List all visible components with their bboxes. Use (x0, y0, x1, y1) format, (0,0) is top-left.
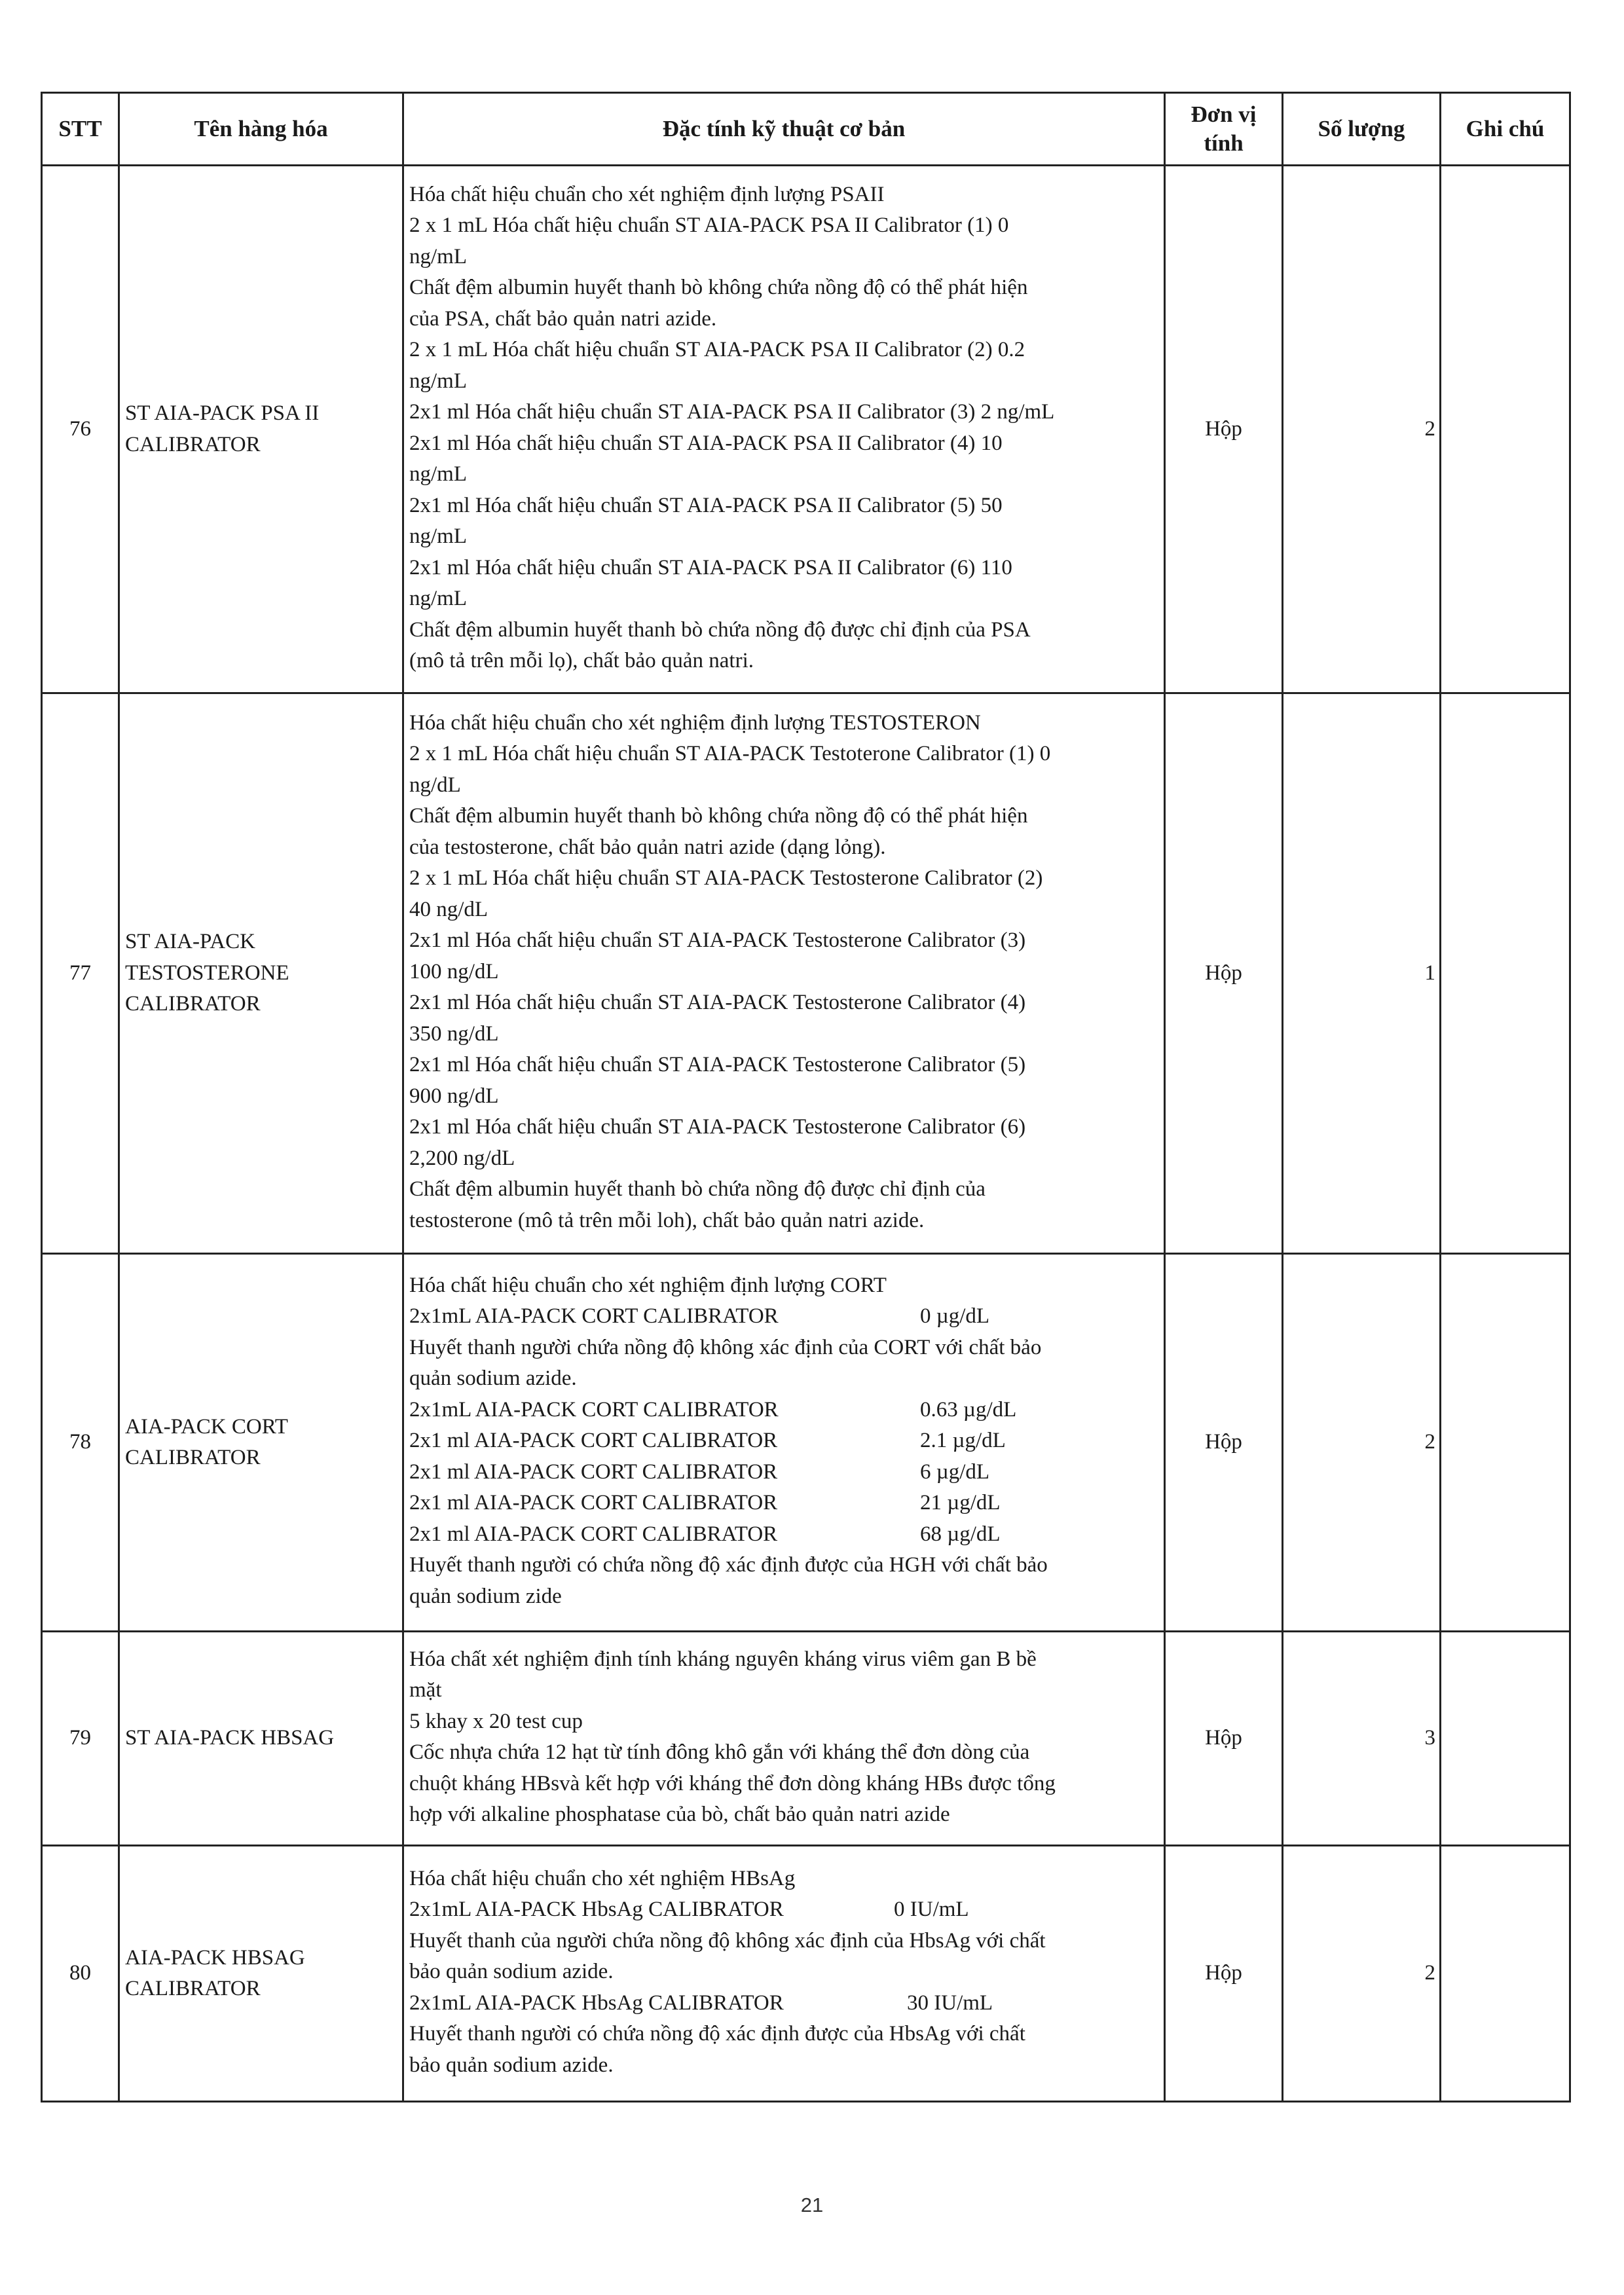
row-product-name (119, 693, 403, 1254)
spec-line: 350 ng/dL (409, 1021, 499, 1046)
table-row (42, 1846, 1570, 2102)
row-qty: 2 (1283, 1846, 1441, 2102)
row-stt: 79 (42, 1632, 119, 1846)
spec-line: chuột kháng HBsvà kết hợp với kháng thể đơn dòng kháng HBs được tổng (409, 1771, 1056, 1795)
row-qty: 3 (1283, 1632, 1441, 1846)
row-unit: Hộp (1165, 166, 1283, 693)
row-spec (403, 166, 1165, 693)
spec-line: 2x1 ml Hóa chất hiệu chuẩn ST AIA-PACK Testosterone Calibrator (6) (409, 1115, 1026, 1139)
page-number: 21 (800, 2194, 824, 2216)
spec-line (409, 1988, 1160, 2019)
spec-line: của PSA, chất bảo quản natri azide. (409, 306, 717, 331)
header-qty: Số lượng (1283, 93, 1441, 166)
spec-line: Hóa chất hiệu chuẩn cho xét nghiệm định lượng TESTOSTERON (409, 710, 981, 735)
calibrator-name: 2x1mL AIA-PACK HbsAg CALIBRATOR (409, 1991, 784, 2015)
spec-line: quản sodium zide (409, 1584, 562, 1608)
spec-line: bảo quản sodium azide. (409, 1960, 614, 1984)
row-spec (403, 1632, 1165, 1846)
spec-line: ng/mL (409, 462, 467, 486)
header-unit: Đơn vị tính (1165, 93, 1283, 166)
header-note: Ghi chú (1441, 93, 1570, 166)
spec-line: Huyết thanh người chứa nồng độ không xác định của CORT với chất bảo (409, 1335, 1042, 1359)
row-qty: 2 (1283, 1254, 1441, 1632)
spec-line: quản sodium azide. (409, 1367, 577, 1391)
row-note (1441, 1846, 1570, 2102)
spec-line: ng/mL (409, 587, 467, 610)
row-product-name (119, 166, 403, 693)
row-spec (403, 1254, 1165, 1632)
spec-line: 2x1 ml Hóa chất hiệu chuẩn ST AIA-PACK PSA II Calibrator (4) 10 (409, 431, 1003, 455)
spec-line: Huyết thanh người có chứa nồng độ xác định được của HbsAg với chất (409, 2022, 1025, 2046)
header-name: Tên hàng hóa (119, 93, 403, 166)
calibrator-value: 68 µg/dL (920, 1522, 1001, 1546)
spec-line: 2x1 ml Hóa chất hiệu chuẩn ST AIA-PACK Testosterone Calibrator (5) (409, 1053, 1026, 1077)
row-product-name (119, 1254, 403, 1632)
row-qty: 1 (1283, 693, 1441, 1254)
calibrator-name: 2x1mL AIA-PACK CORT CALIBRATOR (409, 1304, 779, 1329)
calibrator-value: 0 IU/mL (894, 1898, 969, 1922)
spec-line: Chất đệm albumin huyết thanh bò không chứa nồng độ có thể phát hiện (409, 276, 1028, 299)
spec-line: 2 x 1 mL Hóa chất hiệu chuẩn ST AIA-PACK PSA II Calibrator (2) 0.2 (409, 338, 1025, 361)
spec-line (409, 1457, 1160, 1488)
spec-line: Hóa chất hiệu chuẩn cho xét nghiệm định lượng PSAII (409, 182, 885, 206)
spec-line: ng/mL (409, 524, 467, 548)
header-spec: Đặc tính kỹ thuật cơ bản (403, 93, 1165, 166)
spec-line: hợp với alkaline phosphatase của bò, chất bảo quản natri azide (409, 1803, 950, 1826)
spec-line: 2x1 ml Hóa chất hiệu chuẩn ST AIA-PACK PSA II Calibrator (6) 110 (409, 555, 1012, 579)
table-header-row (42, 93, 1570, 166)
row-product-name (119, 1846, 403, 2102)
spec-line: mặt (409, 1678, 442, 1702)
spec-line: 2,200 ng/dL (409, 1146, 515, 1170)
calibrator-value: 0.63 µg/dL (920, 1397, 1017, 1422)
spec-line: Hóa chất hiệu chuẩn cho xét nghiệm định lượng CORT (409, 1273, 887, 1297)
product-name-line: CALIBRATOR (125, 1446, 261, 1469)
spec-line: bảo quản sodium azide. (409, 2053, 614, 2077)
spec-line: 2 x 1 mL Hóa chất hiệu chuẩn ST AIA-PACK Testoterone Calibrator (1) 0 (409, 742, 1051, 766)
row-stt: 78 (42, 1254, 119, 1632)
spec-line: 40 ng/dL (409, 897, 489, 921)
table-row (42, 166, 1570, 693)
product-name-line: ST AIA-PACK PSA II (125, 401, 320, 425)
spec-line (409, 1395, 1160, 1426)
spec-line: 100 ng/dL (409, 959, 499, 983)
product-name-line: TESTOSTERONE (125, 961, 289, 985)
row-product-name (119, 1632, 403, 1846)
spec-line: Hóa chất hiệu chuẩn cho xét nghiệm HBsAg (409, 1866, 796, 1890)
product-name-line: AIA-PACK HBSAG (125, 1945, 305, 1970)
spec-line: Hóa chất xét nghiệm định tính kháng nguyên kháng virus viêm gan B bề (409, 1647, 1037, 1671)
spec-line: (mô tả trên mỗi lọ), chất bảo quản natri. (409, 649, 754, 672)
spec-line (409, 1894, 1160, 1926)
calibrator-value: 6 µg/dL (920, 1460, 990, 1484)
calibrator-value: 0 µg/dL (920, 1304, 990, 1329)
calibrator-name: 2x1 ml AIA-PACK CORT CALIBRATOR (409, 1460, 778, 1484)
calibrator-name: 2x1 ml AIA-PACK CORT CALIBRATOR (409, 1522, 778, 1546)
spec-line: 2x1 ml Hóa chất hiệu chuẩn ST AIA-PACK PSA II Calibrator (3) 2 ng/mL (409, 400, 1055, 424)
row-note (1441, 166, 1570, 693)
spec-line: Cốc nhựa chứa 12 hạt từ tính đông khô gắn với kháng thể đơn dòng của (409, 1740, 1030, 1764)
product-name-line: ST AIA-PACK (125, 930, 255, 954)
spec-line: Chất đệm albumin huyết thanh bò không chứa nồng độ có thể phát hiện (409, 804, 1028, 828)
spec-line: testosterone (mô tả trên mỗi loh), chất bảo quản natri azide. (409, 1208, 925, 1232)
product-name-line: ST AIA-PACK HBSAG (125, 1726, 335, 1750)
row-spec (403, 1846, 1165, 2102)
product-name-line: AIA-PACK CORT (125, 1414, 288, 1439)
row-unit: Hộp (1165, 693, 1283, 1254)
spec-line: 5 khay x 20 test cup (409, 1709, 583, 1733)
spec-line: ng/mL (409, 369, 467, 393)
spec-line (409, 1519, 1160, 1551)
row-unit: Hộp (1165, 1632, 1283, 1846)
spec-line: Chất đệm albumin huyết thanh bò chứa nồng độ được chỉ định của (409, 1177, 986, 1202)
spec-line: 2x1 ml Hóa chất hiệu chuẩn ST AIA-PACK Testosterone Calibrator (3) (409, 928, 1026, 953)
table-row (42, 693, 1570, 1254)
row-stt: 76 (42, 166, 119, 693)
calibrator-name: 2x1mL AIA-PACK HbsAg CALIBRATOR (409, 1898, 784, 1922)
product-name-line: CALIBRATOR (125, 992, 261, 1016)
row-note (1441, 1254, 1570, 1632)
spec-line: 900 ng/dL (409, 1084, 499, 1108)
spec-line: Huyết thanh người có chứa nồng độ xác định được của HGH với chất bảo (409, 1553, 1048, 1577)
row-stt: 80 (42, 1846, 119, 2102)
spec-line (409, 1425, 1160, 1457)
spec-line: của testosterone, chất bảo quản natri azide (dạng lỏng). (409, 835, 886, 859)
product-spec-table (41, 92, 1571, 2102)
row-unit: Hộp (1165, 1254, 1283, 1632)
row-note (1441, 693, 1570, 1254)
spec-line: Chất đệm albumin huyết thanh bò chứa nồng độ được chỉ định của PSA (409, 617, 1031, 642)
spec-line: ng/dL (409, 773, 461, 797)
spec-line: ng/mL (409, 244, 467, 268)
calibrator-name: 2x1mL AIA-PACK CORT CALIBRATOR (409, 1397, 779, 1422)
product-name-line: CALIBRATOR (125, 1977, 261, 2000)
spec-line: 2 x 1 mL Hóa chất hiệu chuẩn ST AIA-PACK PSA II Calibrator (1) 0 (409, 213, 1009, 237)
calibrator-value: 30 IU/mL (907, 1991, 993, 2015)
table-row (42, 1632, 1570, 1846)
row-spec (403, 693, 1165, 1254)
row-stt: 77 (42, 693, 119, 1254)
calibrator-value: 2.1 µg/dL (920, 1429, 1006, 1453)
spec-line (409, 1301, 1160, 1332)
product-name-line: CALIBRATOR (125, 432, 261, 456)
calibrator-name: 2x1 ml AIA-PACK CORT CALIBRATOR (409, 1491, 778, 1515)
row-note (1441, 1632, 1570, 1846)
spec-line: Huyết thanh của người chứa nồng độ không xác định của HbsAg với chất (409, 1928, 1046, 1953)
spec-line: 2 x 1 mL Hóa chất hiệu chuẩn ST AIA-PACK Testosterone Calibrator (2) (409, 866, 1043, 890)
spec-line (409, 1488, 1160, 1519)
row-unit: Hộp (1165, 1846, 1283, 2102)
calibrator-name: 2x1 ml AIA-PACK CORT CALIBRATOR (409, 1429, 778, 1453)
row-qty: 2 (1283, 166, 1441, 693)
spec-line: 2x1 ml Hóa chất hiệu chuẩn ST AIA-PACK Testosterone Calibrator (4) (409, 991, 1026, 1015)
table-row (42, 1254, 1570, 1632)
calibrator-value: 21 µg/dL (920, 1491, 1001, 1515)
spec-line: 2x1 ml Hóa chất hiệu chuẩn ST AIA-PACK PSA II Calibrator (5) 50 (409, 493, 1003, 517)
header-stt: STT (42, 93, 119, 166)
